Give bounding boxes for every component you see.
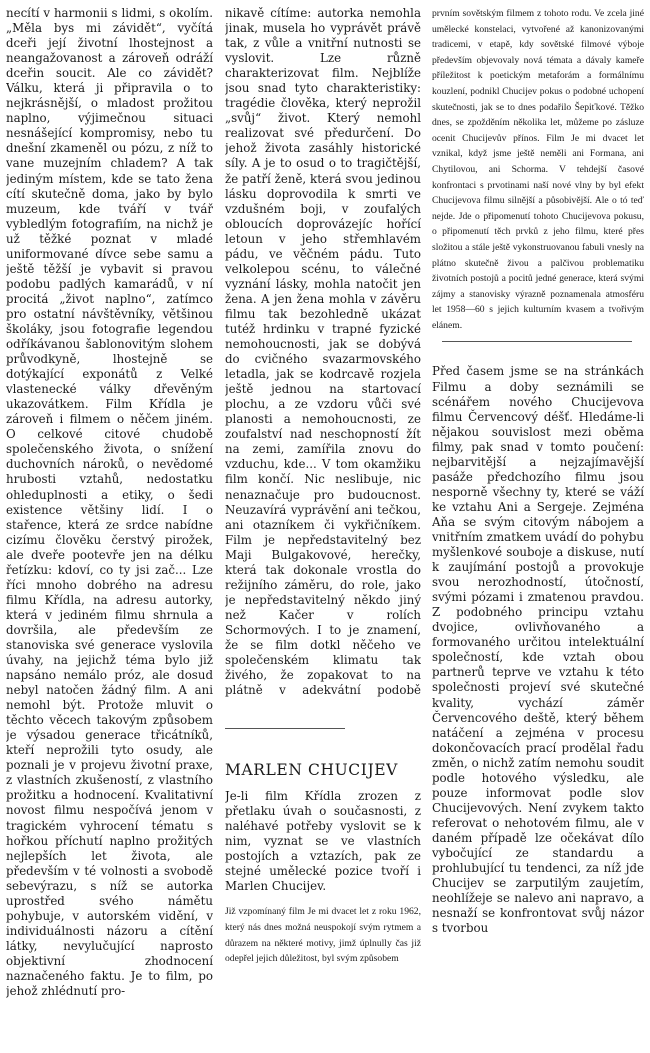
column-middle bbox=[225, 6, 421, 1050]
column-right bbox=[432, 6, 644, 1050]
article-small-text: Již vzpomínaný film Je mi dvacet let z roku 1962, který nás dnes možná neuspokojí svým rytmem a důrazem na některé motivy, jimž úplnully čas již odepřel jejich důležitost, byl svým způsobem bbox=[225, 906, 421, 965]
article-lead: Je-li film Křídla zrozen z přetlaku úvah o současnosti, z naléhavé potřeby vyslovit se k nim, vyznat se ve vlastních postojích a vztazích, pak ze stejné umělecké pozice tvoří i Marlen Chucijev. bbox=[225, 789, 421, 894]
article-section bbox=[225, 761, 421, 967]
column-divider bbox=[442, 341, 632, 342]
section-headline: MARLEN CHUCIJEV bbox=[225, 761, 398, 779]
column-right-small-text: prvním sovětským filmem z tohoto rodu. Ve zcela jiné umělecké konstelaci, vytvořené až kanonizovanými tradicemi, v etapě, kdy sovětské filmové výboje především objevovaly nová témata a dávaly kameře příležitost k poetickým metaforám a formálnímu kouzlení, podnikl Chucijev pokus o podobné uchopení skutečnosti, jak se to dnes podařilo Šepiťkové. Těžko dnes, se zpožděním několika let, můžeme po zásluze ocenit Chucijevův přínos. Film Je mi dvacet let vznikal, když jsme ještě neměli ani Formana, ani Chytilovou, ani Schorma. V tehdejší časové konfrontaci s prvotinami naší nové vlny by byl efekt Chucijevova filmu silnější a působivější. Ale o tó teď nejde. Jde o připomenutí tohoto Chucijevova pokusu, o připomenutí těch prvků z jeho filmu, které přes složitou a stále ještě vykonstruovanou fabuli vnesly na plátno skutečně živou a palčivou problematiku životních postojů a pocitů jedné generace, která svými zájmy a stanovisky výrazně poznamenala atmosféru let 1958—60 s jejich kulturním kvasem a tvořivým elánem. bbox=[432, 8, 644, 331]
column-left bbox=[6, 6, 213, 1050]
column-left-text: necítí v harmonii s lidmi, s okolím. „Měla bys mi závidět“, vyčítá dceři její životní lhostejnost a neangažovanost a zároveň odráží dceřin soucit. Ale co závidět? Válku, která ji připravila o to nejkrásnější, o mladost prožitou naplno, výjimečnou situaci nesnášející kompromisy, nebo tu dnešní zkameněl ou pózu, z níž to vane muzejním chladem? A tak jediným místem, kde se tato žena cítí skutečně doma, jako by bylo muzeum, kde tváří v tvář vybledlým fotografiím, na nichž je už těžké poznat v mladé uniformované dívce sebe samu a ještě těžší je vybavit si pravou podobu padlých kamarádů, v ní procitá „život naplno“, zatímco pro ostatní návštěvníky, většinou školáky, jsou fotografie legendou odříkávanou šablonovitým slohem průvodkyně, lhostejně se dotýkající exponátů z Velké vlastenecké války dřevěným ukazovátkem. Film Křídla je zároveň i filmem o něčem jiném. O celkové citové chudobě společenského života, o snížení duchovních nároků, o nevědomé hrubosti vztahů, nedostatku ohleduplnosti a etiky, o šedi existence většiny lidí. I o stařence, která ze srdce nabídne cizímu člověku čerstvý pirožek, ale dveře pootevře jen na délku řetízku: kdoví, co ty jsi zač... Lze říci mnoho dobrého na adresu filmu Křídla, na adresu autorky, která v jediném filmu shrnula a dovršila, ale především ze stanoviska své generace vyslovila úvahy, na jejichž téma bylo již napsáno nemálo próz, ale dosud nebyl natočen žádný film. A ani nemohl být. Protože mluvit o těchto věcech takovým způsobem je výsadou generace třicátníků, kteří neprožili tyto osudy, ale poznali je v projevu životní praxe, z vlastních zkušeností, z vlastního prožitku a hodnocení. Kvalitativní novost filmu nespočívá jenom v tragickém vyhrocení tématu s hořkou příchutí naplno prožitých nejlepších let života, ale především v té volnosti a svobodě sebevýrazu, s níž se autorka uprostřed svého námětu pohybuje, v autorském vidění, v individuálnosti názoru a cítění látky, nevylučující naprosto objektivní zhodnocení naznačeného faktu. Je to film, po jehož zhlédnutí pro- bbox=[6, 6, 213, 999]
section-divider bbox=[225, 728, 345, 729]
column-middle-text: nikavě cítíme: autorka nemohla jinak, musela ho vyprávět právě tak, z vůle a vnitřní nutnosti se vyslovit. Lze různě charakterizovat film. Nejblíže jsou snad tyto charakteristiky: tragédie člověka, který neprožil „svůj“ život. Který nemohl realizovat své předurčení. Do jehož života zasáhly historické síly. A je to osud o to tragičtější, že patří ženě, která svou jedinou lásku doprovodila k smrti ve vzdušném boji, v zoufalých obloucích doprovázejíc hořící letoun v jeho střemhlavém pádu, ve věčném pádu. Tuto velkolepou scénu, to válečné vyznání lásky, mohla natočit jen žena. A jen žena mohla v závěru filmu tak bezohledně ukázat tutéž hrdinku v trapné fyzické nemohoucnosti, jak se dobývá do cvičného svazarmovského letadla, jak se kodrcavě rozjela ještě jednou na startovací plochu, a ze vzdoru vůči své planosti a nemohoucnosti, ze zoufalství nad neschopností žít na zemi, zamířila znovu do vzduchu, kde... V tom okamžiku film končí. Nic neslibuje, nic nenaznačuje pro budoucnost. Neuzavírá vyprávění ani tečkou, ani otazníkem či vykřičníkem. Film je nepředstavitelný bez Maji Bulgakovové, herečky, která tak dokonale vrostla do režijního záměru, do role, jako je nepředstavitelný někdo jiný než Kačer v rolích Schormových. I to je znamení, že se film dotkl něčeho ve společenském klimatu tak živého, že zopakovat to na plátně v adekvátní podobě bbox=[225, 6, 421, 698]
column-right-text: Před časem jsme se na stránkách Filmu a doby seznámili se scénářem nového Chucijevova filmu Červencový déšť. Hledáme-li nějakou souvislost mezi oběma filmy, pak snad v tomto poučení: nejbarvitější a nejzajímavější pasáže předchozího filmu jsou nesporně všechny ty, které se váží ke vztahu Ani a Sergeje. Zejména Aňa se svým citovým nábojem a vnitřním zmatkem uvádí do pohybu myšlenkové souboje a diskuse, nutí k zaujímání postojů a provokuje svou nerozhodností, útočností, svými pózami i zmatenou pravdou. Z podobného principu vztahu dvojice, ovlivňovaného a formovaného určitou intelektuální společností, kde vztah obou partnerů teprve ve vztahu k této společnosti projeví své skutečné kvality, vychází záměr Červencového deště, který během natáčení a zejména v procesu dokončovacích prací prodělal řadu změn, o nichž zatím nemohu soudit podle hotového výsledku, ale pouze informovat podle slov Chucijevových. Není zvykem takto referovat o nehotovém filmu, ale v daném případě lze očekávat dílo vybočující ze standardu a prohlubující tu tendenci, za níž jde Chucijev se zarputilým zaujetím, neohlížeje se nalevo ani napravo, a nesnaží se konfrontovat svůj názor s tvorbou bbox=[432, 364, 644, 936]
